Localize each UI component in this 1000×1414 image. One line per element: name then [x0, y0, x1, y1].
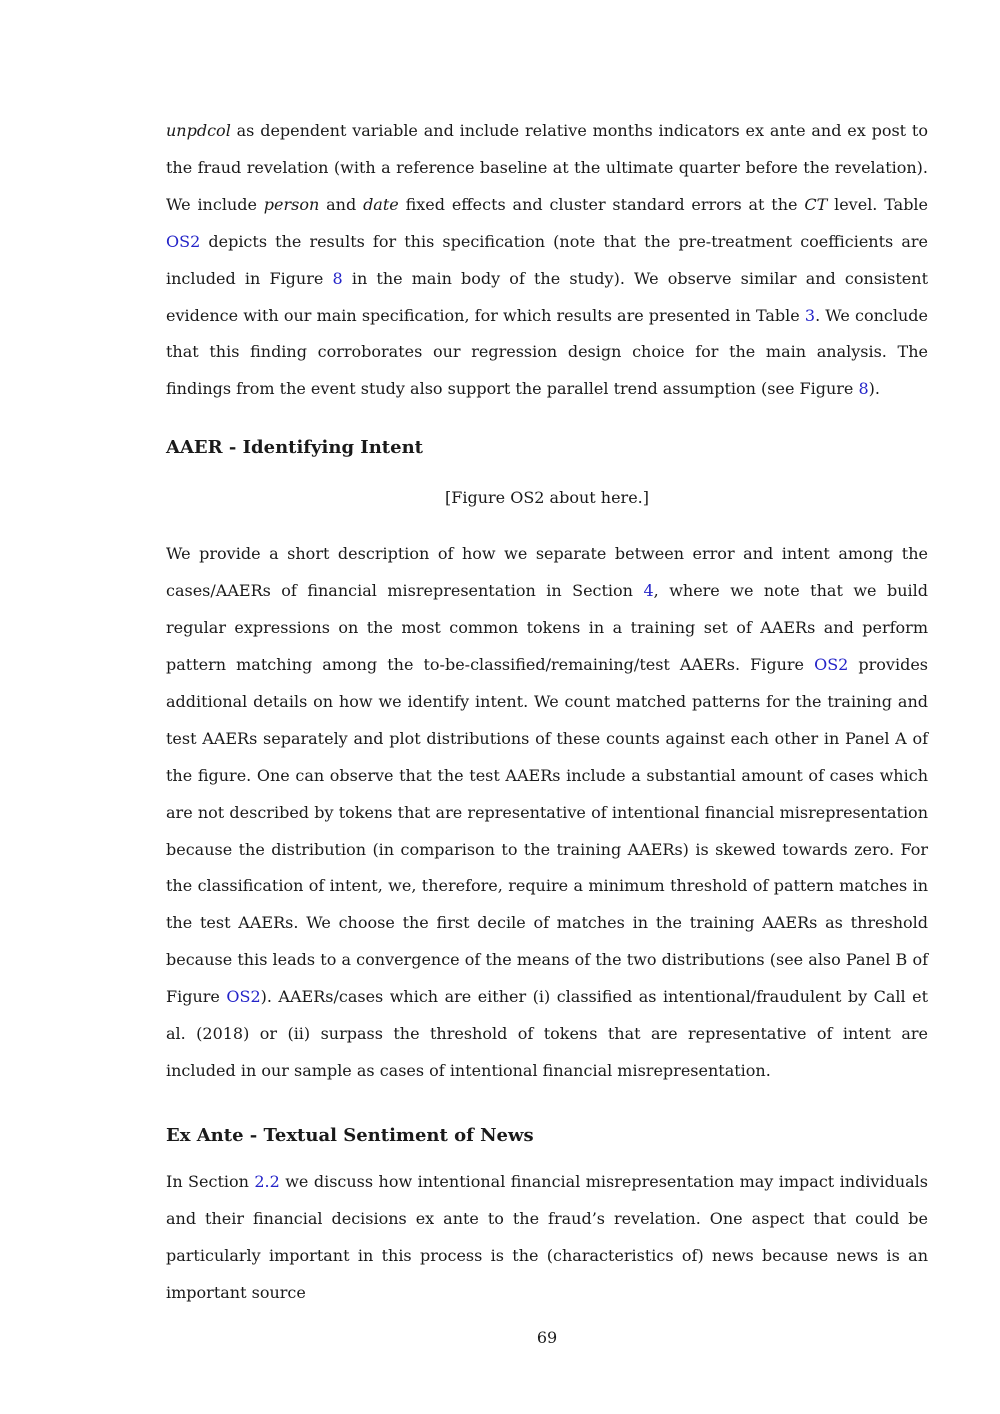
ref-section-4[interactable]: 4	[643, 581, 654, 601]
var-ct: CT	[804, 194, 828, 214]
ref-table-3[interactable]: 3	[804, 305, 816, 325]
ref-section-2-2[interactable]: 2.2	[254, 1171, 280, 1191]
text-run: we discuss how intentional financial misrepresentation may impact individuals and their financial decisions ex ante to the fraud’s revelation. One aspect that could be particularly important in this process is the (characteristics of) news because news is an important source	[166, 1171, 929, 1302]
figure-placeholder: [Figure OS2 about here.]	[444, 488, 649, 508]
text-run: , where we note that we build regular expressions on the most common tokens in a training set of AAERs and perform pattern matching among the to-be-classified/remaining/test AAERs. Figure	[166, 581, 929, 674]
text-run: in the main body of the study). We observe similar and consistent evidence with our main specification, for which results are presented in Table	[166, 268, 929, 325]
paragraph-textual-sentiment	[166, 1164, 928, 1312]
ref-table-os2[interactable]: OS2	[166, 231, 201, 251]
var-date: date	[363, 194, 399, 214]
text-run: . We conclude that this finding corroborates our regression design choice for the main analysis. The findings from the event study also support the parallel trend assumption (see Figure	[166, 305, 928, 399]
text-run: ). AAERs/cases which are either (i) classified as intentional/fraudulent by Call et al. (2018) or (ii) surpass the threshold of tokens that are representative of intent are included in our sample as cases of intentional financial misrepresentation.	[166, 987, 928, 1080]
ref-figure-8[interactable]: 8	[858, 379, 869, 399]
text-run: In Section	[166, 1171, 255, 1191]
page-number: 69	[536, 1328, 558, 1347]
paragraph-event-study	[166, 113, 928, 408]
ref-figure-os2[interactable]: OS2	[814, 654, 849, 674]
text-run: provides additional details on how we identify intent. We count matched patterns for the training and test AAERs separately and plot distributions of these counts against each other in Panel A of the figure. One can observe that the test AAERs include a substantial amount of cases which are not described by tokens that are representative of intentional financial misrepresentation because the distribution (in comparison to the training AAERs) is skewed towards zero. For the classification of intent, we, therefore, require a minimum threshold of pattern matches in the test AAERs. We choose the first decile of matches in the training AAERs as threshold because this leads to a convergence of the means of the two distributions (see also Panel B of Figure	[166, 654, 929, 1007]
var-unpdcol: unpdcol	[166, 121, 231, 140]
page-content	[166, 112, 928, 1311]
text-run: as dependent variable and include relative months indicators ex ante and ex post to the fraud revelation (with a reference baseline at the ultimate quarter before the revelation). We include	[166, 121, 928, 214]
paragraph-identifying-intent	[166, 536, 928, 1090]
section-heading-textual-sentiment: Ex Ante - Textual Sentiment of News	[166, 1124, 534, 1146]
text-run: level. Table	[827, 194, 929, 214]
text-run: and	[319, 194, 364, 214]
text-run: fixed effects and cluster standard errors at the	[398, 194, 805, 214]
text-run: ).	[868, 379, 880, 399]
ref-figure-os2[interactable]: OS2	[226, 987, 261, 1007]
var-person: person	[263, 194, 320, 214]
section-heading-identifying-intent: AAER - Identifying Intent	[166, 437, 423, 459]
ref-figure-8[interactable]: 8	[332, 268, 343, 288]
text-run: We provide a short description of how we separate between error and intent among the cases/AAERs of financial misrepresentation in Section	[166, 544, 928, 601]
text-run: depicts the results for this specification (note that the pre-treatment coefficients are included in Figure	[166, 231, 928, 288]
